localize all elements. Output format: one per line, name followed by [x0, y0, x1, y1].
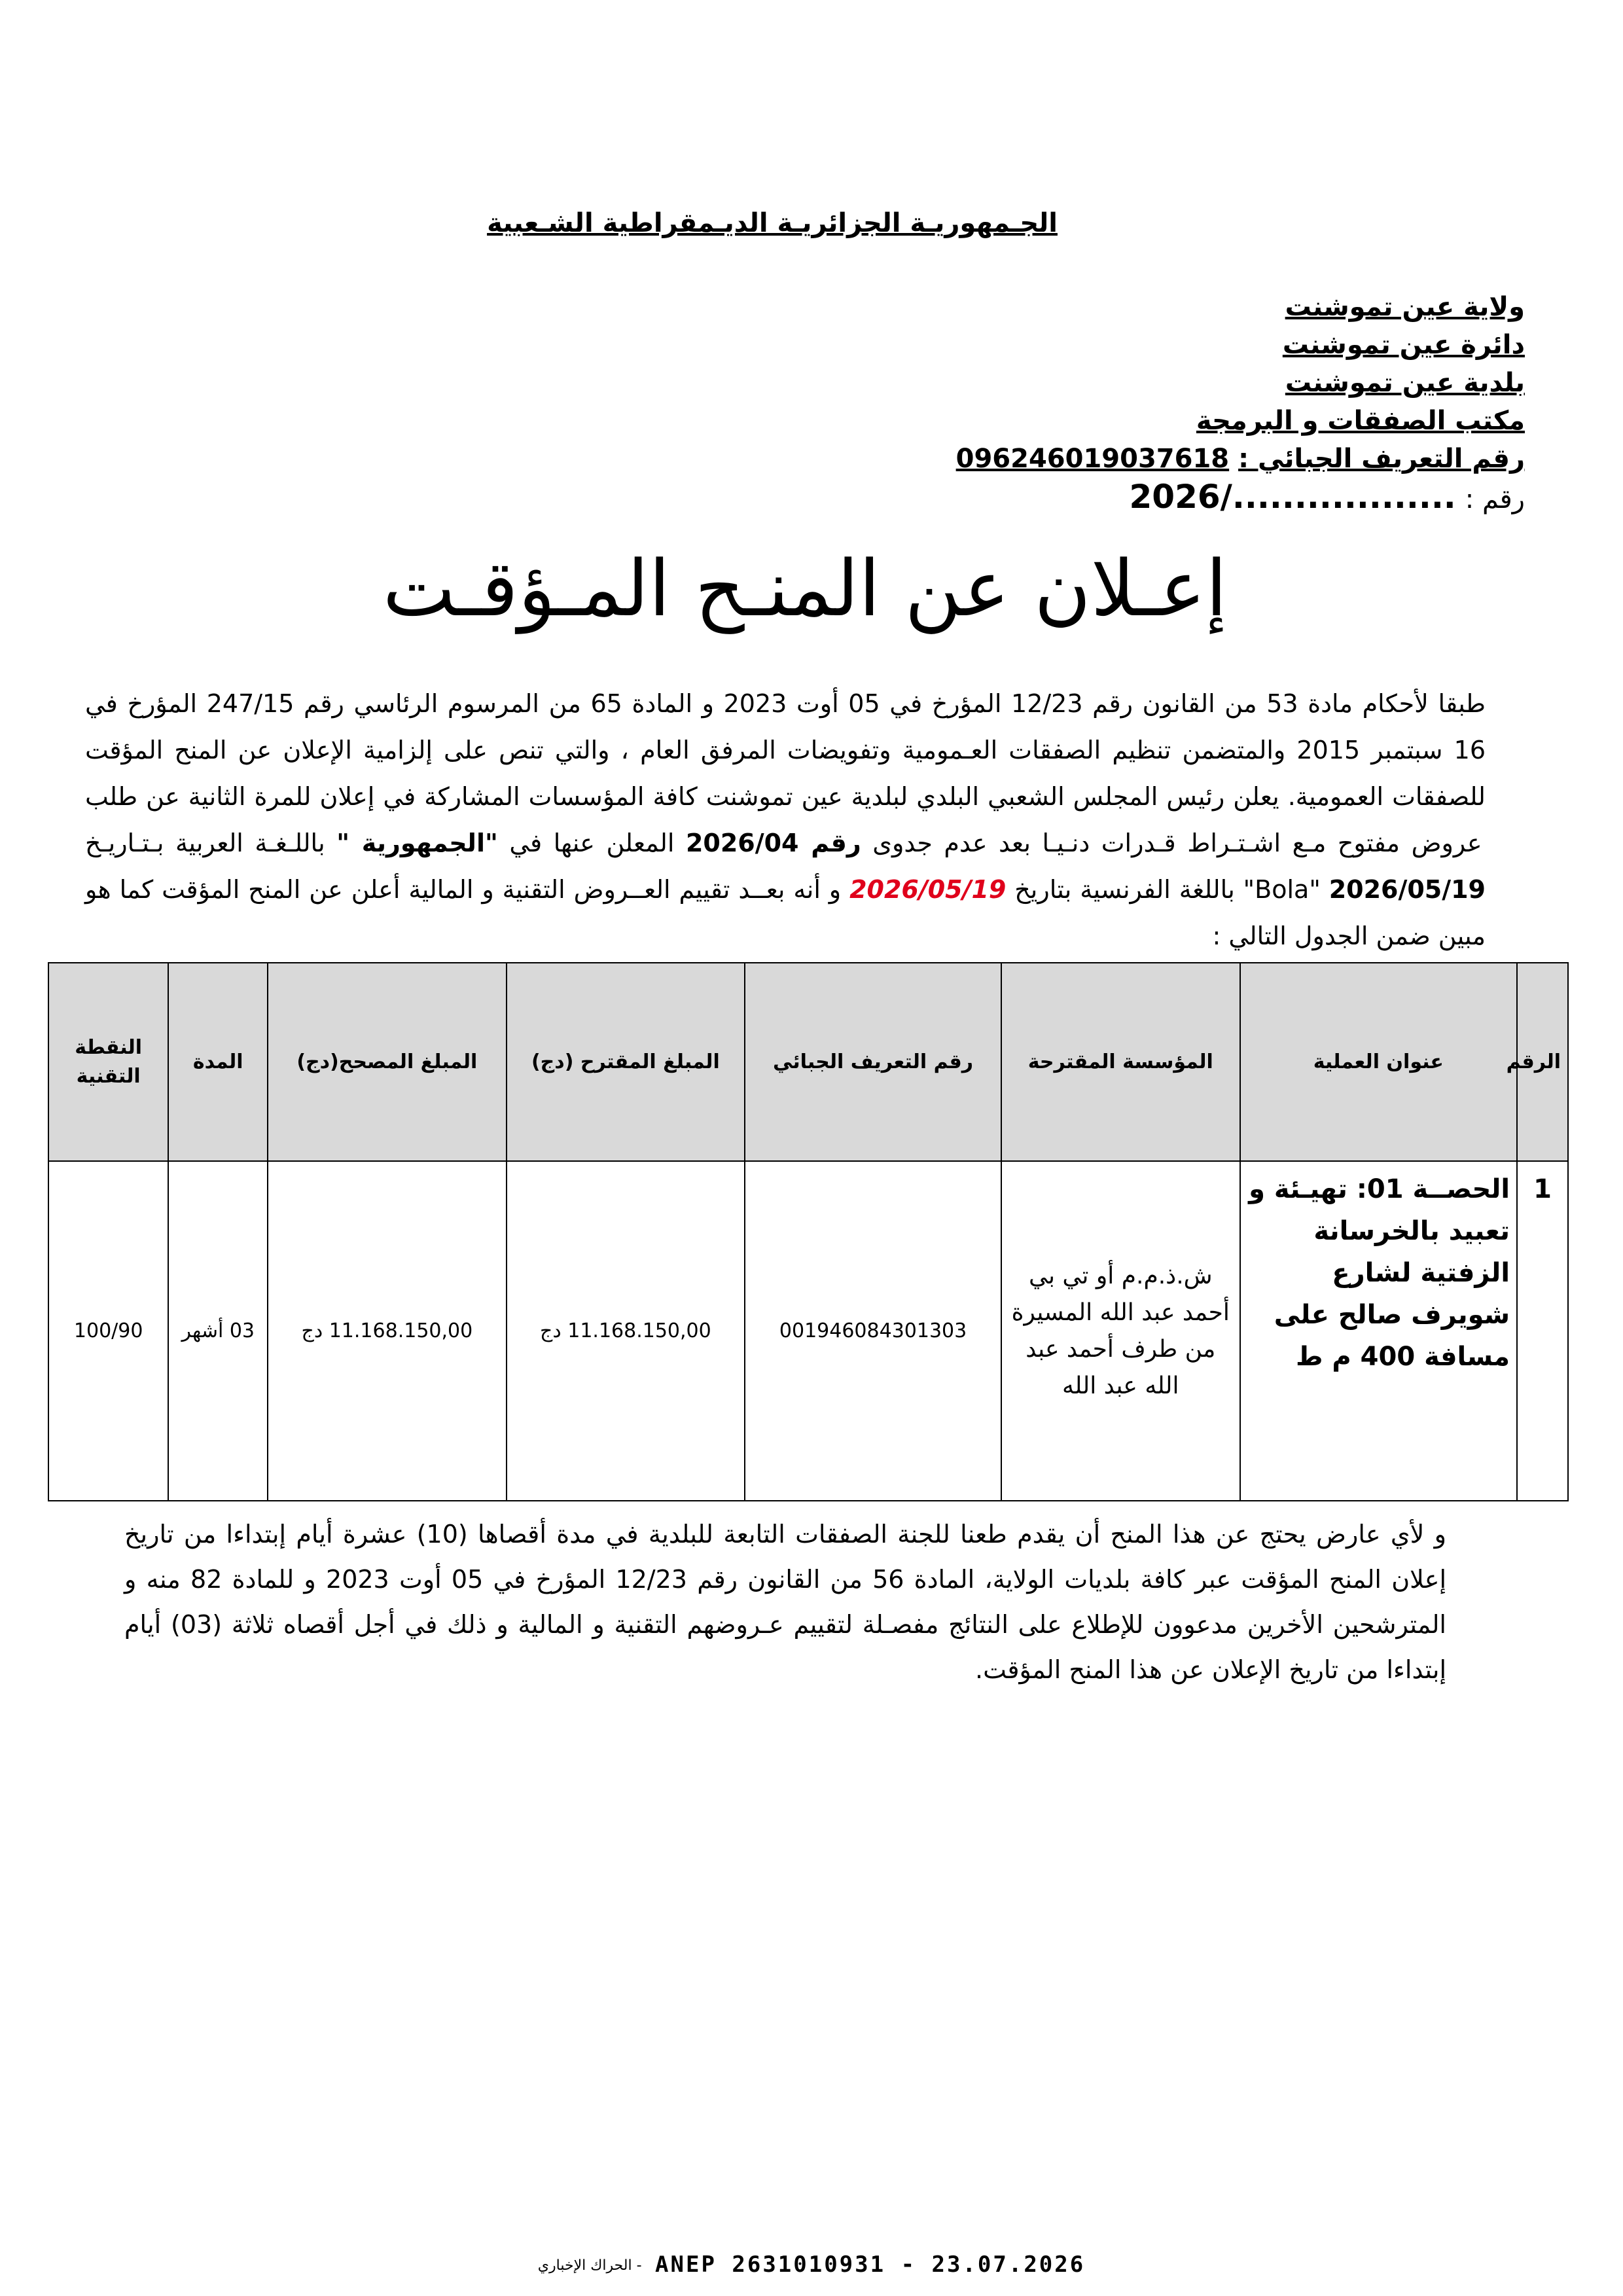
header-company: المؤسسة المقترحة [1001, 963, 1240, 1161]
office-line: مكتب الصفقات و البرمجة [1196, 406, 1525, 436]
wilaya-line: ولاية عين تموشنت [1285, 292, 1525, 322]
intro-text-2: المعلن عنها في [497, 829, 675, 857]
award-table [48, 962, 1569, 1501]
table-row [48, 1161, 1568, 1501]
baladiya-line: بلدية عين تموشنت [1285, 368, 1525, 398]
announcement-title: إعـلان عن المنـح المـؤقـت [382, 543, 1228, 634]
cell-duration: 03 أشهر [168, 1161, 268, 1501]
cell-corrected-amount: 11.168.150,00 دج [268, 1161, 507, 1501]
header-technical-score: النقطة التقنية [48, 963, 168, 1161]
daira-line: دائرة عين تموشنت [1282, 330, 1525, 360]
intro-text-4: "Bola" باللغة الفرنسية بتاريخ [1006, 875, 1321, 904]
newspaper-arabic: "الجمهورية " [336, 829, 498, 857]
cell-proposed-amount: 11.168.150,00 دج [507, 1161, 745, 1501]
cell-technical-score: 100/90 [48, 1161, 168, 1501]
intro-text-3: باللـغـة العربية بـتـاريـخ [85, 829, 325, 857]
tax-id-label: رقم التعريف الجبائي : [1238, 444, 1525, 474]
tax-id-line [740, 440, 1525, 478]
intro-text-1: طبقا لأحكام مادة 53 من القانون رقم 12/23 المؤرخ في 05 أوت 2023 و المادة 65 من المرسوم الرئاسي رقم 247/15 المؤرخ في 16 سبتمبر 2015 والمتضمن تنظيم الصفقات العـمومية وتفويضات المرفق العام ، والتي تنص على إلزامية الإعلان عن المنح المؤقت للصفقات العمومية. يعلن رئيس المجلس الشعبي البلدي لبلدية عين تموشنت كافة المؤسسات المشاركة في إعلان للمرة الثانية عن طلب عروض مفتوح مـع اشـتـراط قـدرات دنـيـا بعد عدم جدوى [85, 689, 1486, 857]
reference-value: 2026/.................. [1129, 478, 1456, 516]
header-proposed-amount: المبلغ المقترح (دج) [507, 963, 745, 1161]
cell-tax-id: 001946084301303 [745, 1161, 1001, 1501]
table-header-row [48, 963, 1568, 1161]
publication-date-2: 2026/05/19 [849, 875, 1007, 904]
intro-paragraph [85, 681, 1486, 960]
reference-line [740, 478, 1525, 518]
issuer-header [740, 288, 1525, 518]
cell-operation: الحصــة 01: تهيـئة و تعبيد بالخرسانة الزفتية لشارع شويرف صالح على مسافة 400 م ط [1240, 1161, 1518, 1501]
header-duration: المدة [168, 963, 268, 1161]
publication-date-1: 2026/05/19 [1329, 875, 1486, 904]
tender-reference: رقم 2026/04 [685, 829, 861, 857]
anep-reference [458, 2251, 1165, 2278]
cell-company: ش.ذ.م.م أو تي بي أحمد عبد الله المسيرة من طرف أحمد عبد الله عبد الله [1001, 1161, 1240, 1501]
republic-title: الجـمهوريـة الجزائريـة الديـمقراطية الشـعبية [487, 208, 1058, 238]
header-num: الرقم [1517, 963, 1568, 1161]
header-corrected-amount: المبلغ المصحح(دج) [268, 963, 507, 1161]
header-tax-id: رقم التعريف الجبائي [745, 963, 1001, 1161]
header-operation: عنوان العملية [1240, 963, 1518, 1161]
tax-id-value: 096246019037618 [955, 444, 1230, 474]
anep-code: ANEP 2631010931 - 23.07.2026 [655, 2251, 1086, 2278]
appeal-paragraph: و لأي عارض يحتج عن هذا المنح أن يقدم طعنا للجنة الصفقات التابعة للبلدية في مدة أقصاها (10) عشرة أيام إبتداءا من تاريخ إعلان المنح المؤقت عبر كافة بلديات الولاية، المادة 56 من القانون رقم 12/23 المؤرخ في 05 أوت 2023 و للمادة 82 منه و المترشحين الأخرين مدعوون للإطلاع على النتائج مفصـلة لتقييم عـروضهم التقنية و المالية و ذلك في أجل أقصاه ثلاثة (03) أيام إبتداءا من تاريخ الإعلان عن هذا المنح المؤقت. [124, 1520, 1447, 1684]
newspaper-name: الحراك الإخباري - [537, 2257, 642, 2274]
intro-text-5: و أنه بعــد تقييم العــروض التقنية و المالية أعلن عن المنح المؤقت كما هو مبين ضمن الجدول التالي : [85, 875, 1486, 950]
cell-num: 1 [1517, 1161, 1568, 1501]
reference-label: رقم : [1465, 484, 1525, 514]
